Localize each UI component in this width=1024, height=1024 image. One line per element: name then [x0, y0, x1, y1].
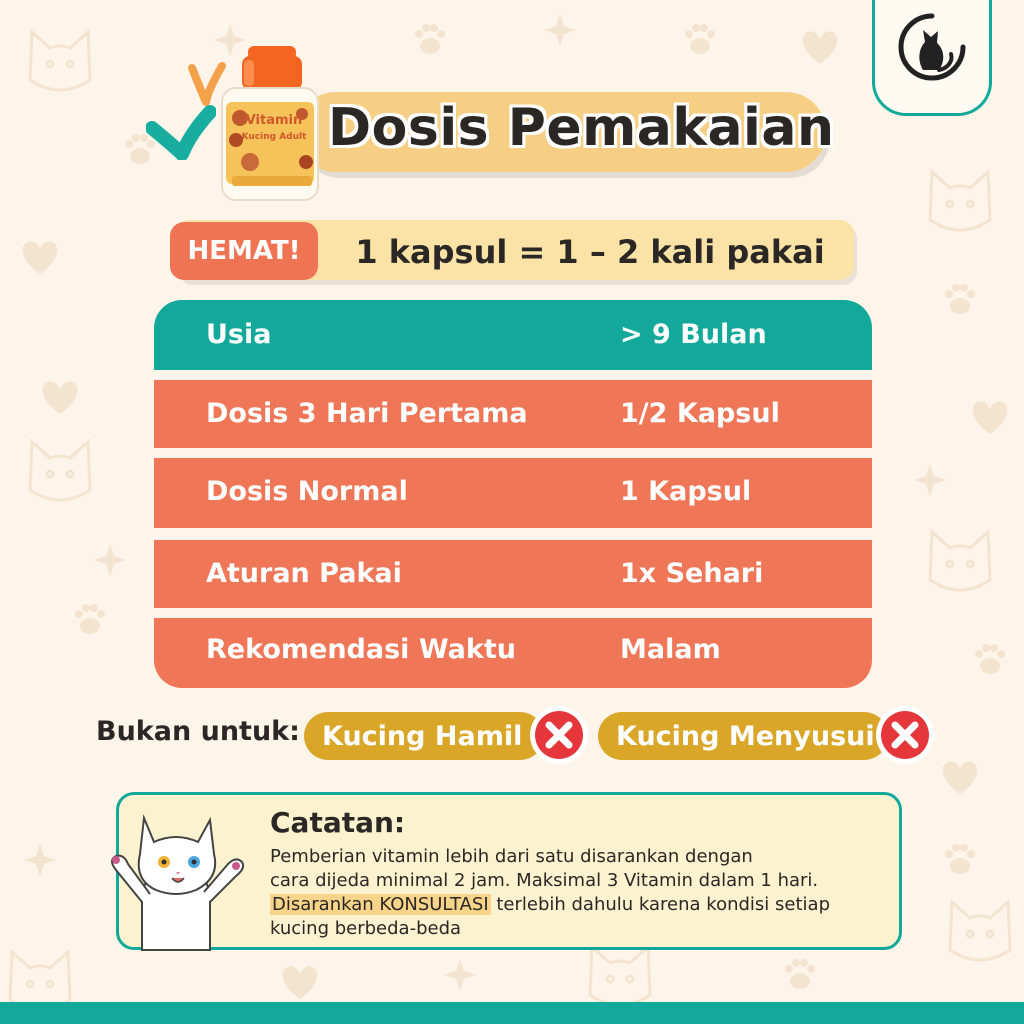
chip-label: Kucing Hamil: [322, 720, 523, 752]
header-value: > 9 Bulan: [620, 319, 767, 350]
note-line-rest: terlebih dahulu karena kondisi setiap: [490, 894, 830, 915]
hemat-badge: HEMAT!: [170, 222, 318, 280]
not-for-label: Bukan untuk:: [96, 716, 300, 747]
svg-text:Vitamin: Vitamin: [245, 113, 303, 128]
not-for-chip-menyusui: [598, 712, 888, 760]
consult-highlight: Disarankan KONSULTASI: [272, 894, 489, 915]
bottom-bar: [0, 1002, 1024, 1024]
cat-logo-icon: [895, 10, 969, 84]
note-title: Catatan:: [270, 806, 406, 839]
row-value: Malam: [620, 634, 721, 665]
svg-text:Kucing Adult: Kucing Adult: [241, 132, 307, 142]
row-value: 1x Sehari: [620, 558, 764, 589]
not-for-chip-hamil: [304, 712, 544, 760]
note-line: kucing berbeda-beda: [270, 918, 462, 939]
row-label: Rekomendasi Waktu: [206, 634, 516, 665]
note-line: [270, 894, 830, 915]
vitamin-bottle-image: [210, 44, 326, 204]
note-line: cara dijeda minimal 2 jam. Maksimal 3 Vitamin dalam 1 hari.: [270, 870, 819, 891]
table-row: [154, 458, 872, 528]
table-row: [154, 380, 872, 448]
row-label: Dosis 3 Hari Pertama: [206, 398, 528, 429]
page-title: Dosis Pemakaian: [328, 98, 835, 158]
chip-label: Kucing Menyusui: [616, 720, 875, 752]
row-value: 1 Kapsul: [620, 476, 752, 507]
row-label: Dosis Normal: [206, 476, 408, 507]
brand-logo-tab: [872, 0, 992, 116]
close-x-icon: [528, 704, 590, 766]
hemat-text: 1 kapsul = 1 – 2 kali pakai: [355, 233, 825, 271]
heart-icon: [146, 104, 216, 160]
table-row: [154, 618, 872, 688]
row-label: Aturan Pakai: [206, 558, 402, 589]
close-x-icon: [874, 704, 936, 766]
header-label: Usia: [206, 319, 272, 350]
row-value: 1/2 Kapsul: [620, 398, 780, 429]
note-line: Pemberian vitamin lebih dari satu disarankan dengan: [270, 846, 753, 867]
table-header-row: [154, 300, 872, 370]
cat-illustration: [96, 798, 256, 958]
table-row: [154, 540, 872, 608]
